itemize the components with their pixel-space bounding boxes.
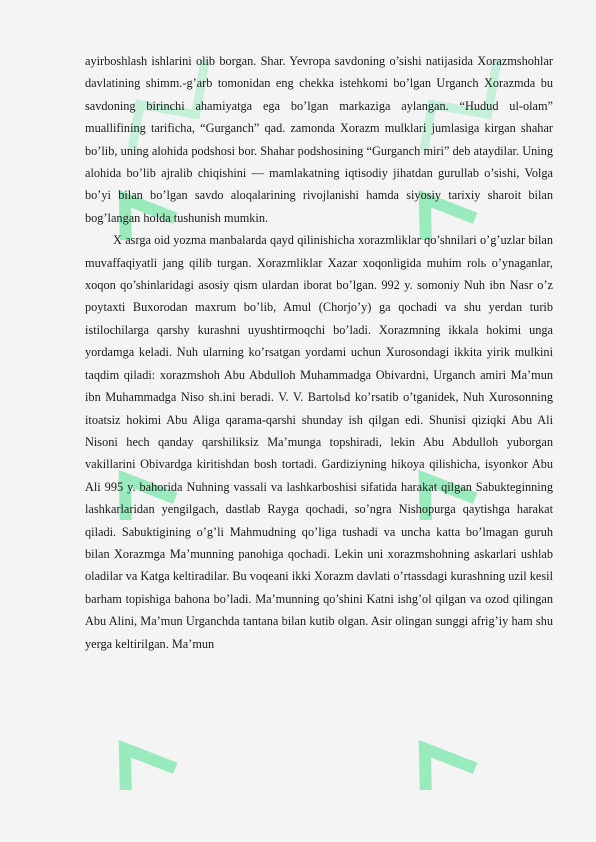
paragraph: X asrga oid yozma manbalarda qayd qilinishicha xorazmliklar qo’shnilari o’g’uzlar bilan muvaffaqiyatli jang qilib turgan. Xorazmliklar Xazar xoqonligida muhim rolь o’ynaganlar, xoqon qo’shinlaridagi asosiy qism ulardan iborat bo’lgan. 992 y. somoniy Nuh ibn Nasr o’z poytaxti Buxorodan maxrum bo’lib, Amul (Chorjo’y) ga qochadi va shu yerdan turib istilochilarga qarshy kurashni uyushtirmoqchi bo’ladi. Xorazmning ikkala hokimi unga yordamga keladi. Nuh ularning ko’rsatgan yordami uchun Xurosondagi ikkita yirik mulkini taqdim qiladi: xorazmshoh Abu Abdulloh Muhammadga Obivardni, Urganch amiri Ma’mun ibn Muhammadga Niso sh.ini beradi. V. V. Bartolьd ko’rsatib o’tganidek, Nuh Xurosonning itoatsiz hokimi Abu Aliga qarama-qarshi shunday ish qilgan edi. Shunisi qiziqki Abu Ali Nisoni hech qanday qarshiliksiz Ma’munga topshiradi, lekin Abu Abdulloh yuborgan vakillarini Obivardga kiritishdan bosh tortadi. Gardiziyning hikoya qilishicha, isyonkor Abu Ali 995 y. bahorida Nuhning vassali va lashkarboshisi sifatida harakat qilgan Sabukteginning lashkarlaridan yengilgach, dastlab Rayga qochadi, so’ngra Nishopurga qaytishga harakat qiladi. Sabuktigining o’g’li Mahmudning qo’liga tushadi va uncha katta bo’lmagan guruh bilan Xorazmga Ma’munning panohiga qochadi. Lekin uni xorazmshohning askarlari ushlab oladilar va Katga keltiradilar. Bu voqeani ikki Xorazm davlati o’rtassdagi kurashning uzil kesil barham topishiga bahona bo’ladi. Ma’munning qo’shini Katni ishg’ol qilgan va ozod qilingan Abu Alini, Ma’mun Urganchda tantana bilan kutib olgan. Asir olingan sunggi afrig’iy ham shu yerga keltirilgan. Ma’mun [85, 233, 553, 651]
document-body [85, 50, 553, 655]
watermark-logo [370, 700, 560, 790]
watermark-logo [70, 700, 260, 790]
paragraph: ayirboshlash ishlarini olib borgan. Shar. Yevropa savdoning o’sishi natijasida Xorazmshohlar davlatining shimm.-g’arb tomonidan eng chekka istehkomi bo’lgan Urganch Xorazmda bu savdoning birinchi ahamiyatga ega bo’lgan markaziga aylangan. “Hudud ul-olam” muallifining tarificha, “Gurganch” qad. zamonda Xorazm mulklari jumlasiga kirgan shahar bo’lib, uning alohida podshosi bor. Shahar podshosining “Gurganch miri” deb ataydilar. Uning alohida bo’lib ajralib chiqishini — mamlakatning iqtisodiy jihatdan gurullab o’sishi, Volga bo’yi bilan bo’lgan savdo aloqalarining rivojlanishi hamda siyosiy tarixiy sharoit bilan bog’langan holda tushunish mumkin. [85, 54, 553, 225]
